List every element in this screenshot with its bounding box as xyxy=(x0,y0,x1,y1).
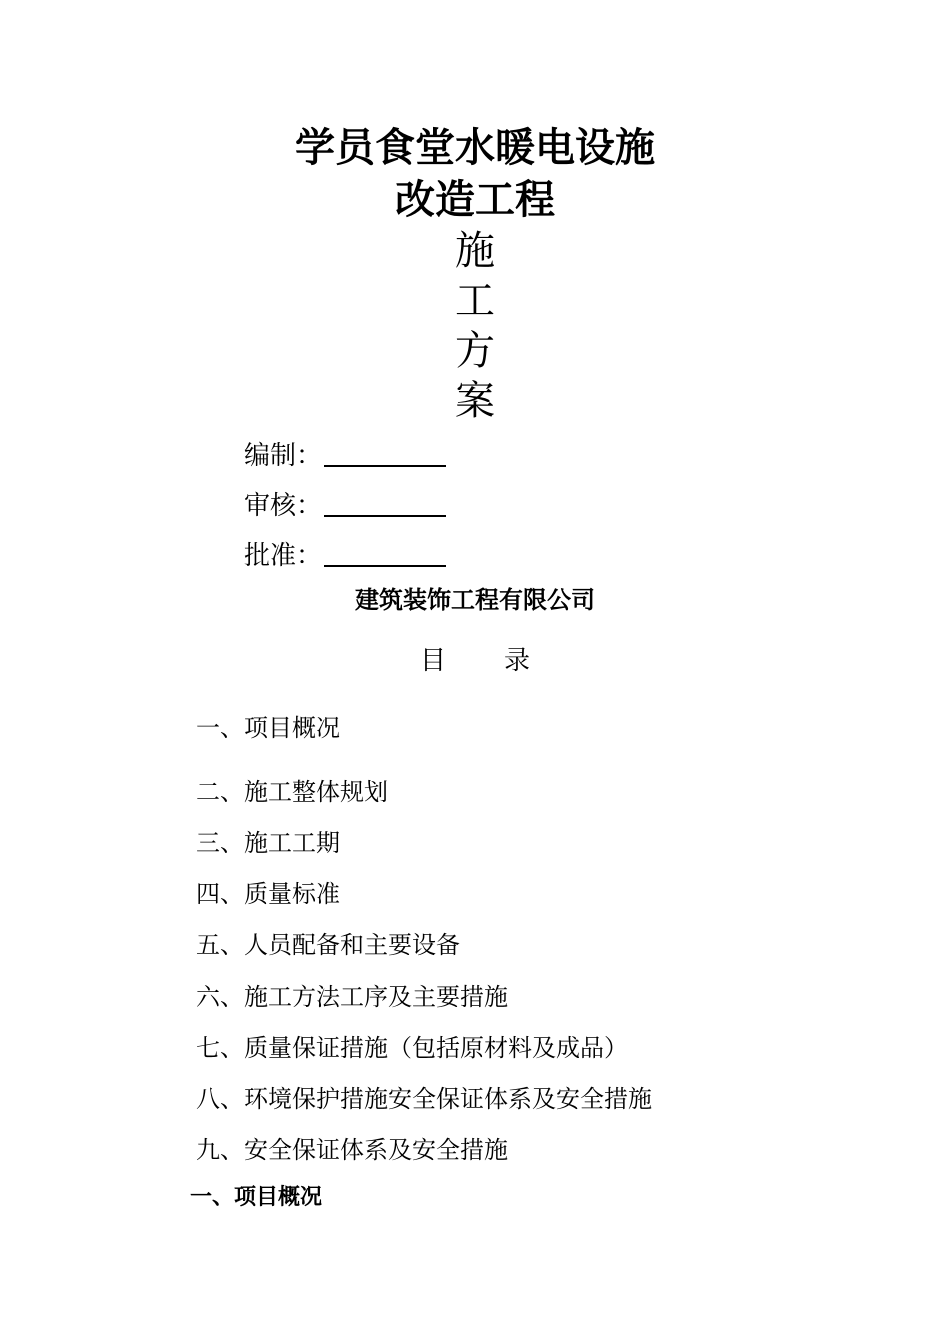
company-name: 建筑装饰工程有限公司 xyxy=(355,586,595,614)
review-blank-line xyxy=(324,489,446,517)
title-char-4: 案 xyxy=(455,378,495,424)
toc-item: 五、人员配备和主要设备 xyxy=(196,931,460,959)
toc-item: 八、环境保护措施安全保证体系及安全措施 xyxy=(196,1085,652,1113)
title-char-1: 施 xyxy=(455,228,495,274)
approve-blank-line xyxy=(324,539,446,567)
document-title xyxy=(0,122,950,426)
section-heading: 一、项目概况 xyxy=(190,1184,323,1210)
signature-block xyxy=(244,428,446,578)
title-char-3: 方 xyxy=(455,328,495,374)
compile-blank-line xyxy=(324,439,446,467)
toc-item: 二、施工整体规划 xyxy=(196,778,388,806)
approve-label: 批准： xyxy=(244,540,323,571)
review-label: 审核： xyxy=(244,490,323,521)
toc-item: 四、质量标准 xyxy=(196,880,340,908)
approve-row xyxy=(244,528,446,578)
title-char-2: 工 xyxy=(455,278,495,324)
toc-title: 目录 xyxy=(419,646,588,676)
title-line-2: 改造工程 xyxy=(395,176,555,223)
toc-item: 三、施工工期 xyxy=(196,829,340,857)
title-line-1: 学员食堂水暖电设施 xyxy=(295,124,655,171)
review-row xyxy=(244,478,446,528)
toc-item: 七、质量保证措施（包括原材料及成品） xyxy=(196,1034,628,1062)
compile-row xyxy=(244,428,446,478)
compile-label: 编制： xyxy=(244,440,323,471)
toc-item: 九、安全保证体系及安全措施 xyxy=(196,1136,508,1164)
toc-item: 一、项目概况 xyxy=(196,714,340,742)
toc-item: 六、施工方法工序及主要措施 xyxy=(196,983,508,1011)
